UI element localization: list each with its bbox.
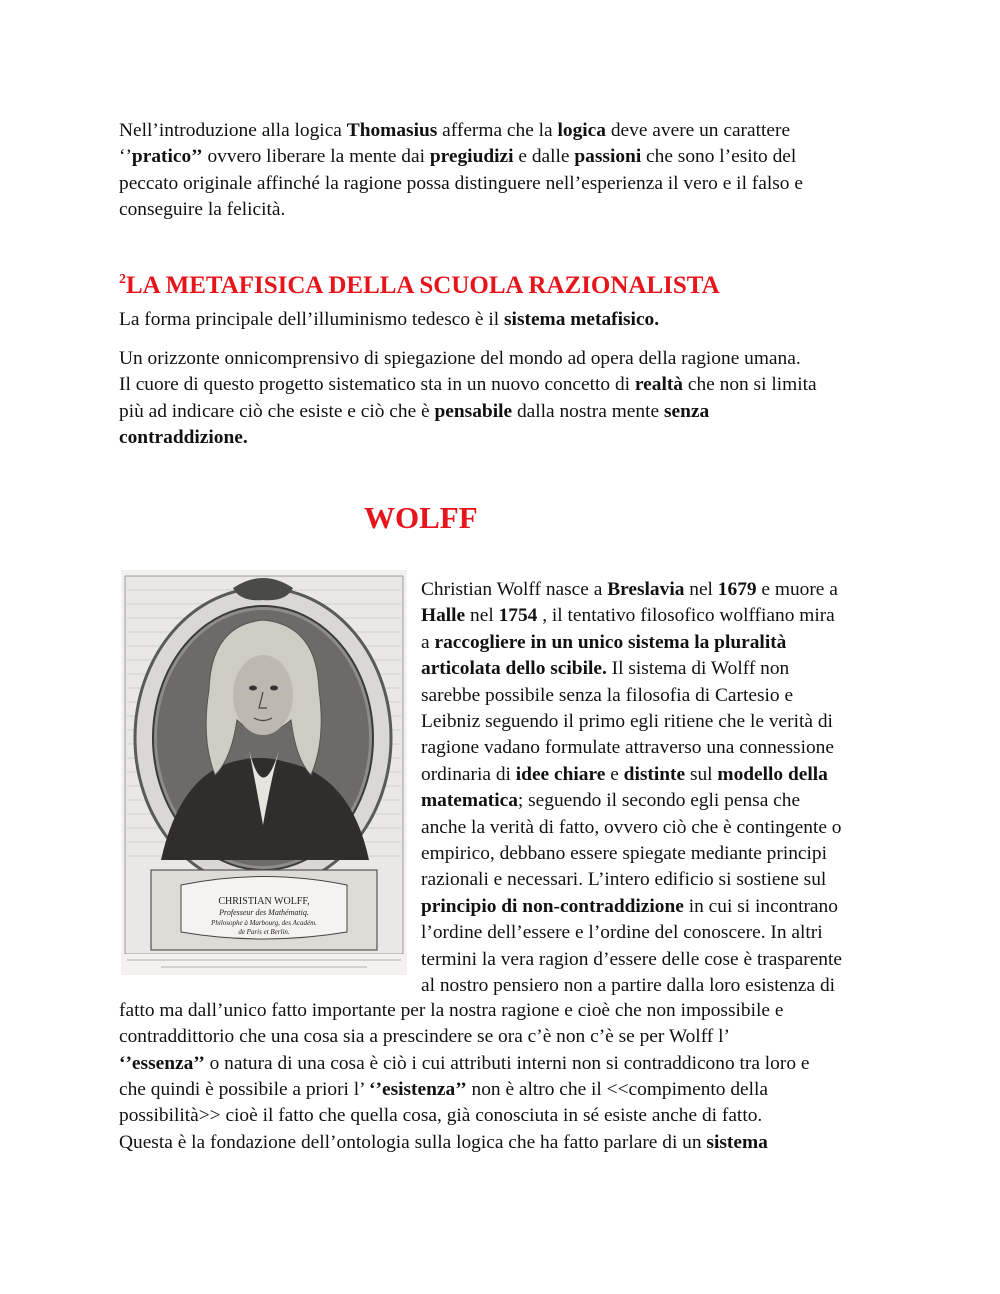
bold-run: pensabile	[434, 400, 513, 422]
bold-run: idee chiare	[515, 763, 606, 785]
text-run: a	[421, 631, 435, 653]
text-run: non è altro che il <<compimento della	[466, 1078, 769, 1100]
text-line	[421, 973, 835, 999]
text-line	[119, 425, 248, 451]
text-run: Un orizzonte onnicomprensivo di spiegazione del mondo ad opera della ragione umana.	[119, 348, 801, 369]
bold-run: Halle	[421, 605, 466, 627]
text-run: e dalle	[513, 146, 575, 168]
text-run: Christian Wolff nasce a	[421, 579, 608, 600]
bold-run: pratico’’	[131, 146, 203, 168]
bold-run: realtà	[634, 374, 684, 396]
text-line	[421, 867, 826, 893]
text-line	[421, 735, 834, 761]
text-line	[119, 346, 801, 372]
text-line	[119, 1024, 730, 1050]
text-run: e muore a	[756, 579, 838, 600]
footnote-marker: 2	[119, 272, 126, 287]
text-run: afferma che la	[437, 120, 558, 141]
bold-run: Breslavia	[607, 579, 685, 600]
plaque-line-3: Philosophe à Marbourg, des Académ.	[211, 919, 317, 927]
wolff-portrait-image	[121, 570, 407, 975]
text-line	[119, 1130, 768, 1156]
text-run: sul	[685, 763, 718, 785]
bold-run: ‘’essenza’’	[119, 1052, 205, 1074]
text-line	[421, 841, 827, 867]
text-run: contraddittorio che una cosa sia a prescindere se ora c’è non c’è se per Wolff l’	[119, 1026, 730, 1048]
bold-run: ‘’esistenza’’	[369, 1078, 467, 1100]
bold-run: Thomasius	[346, 120, 438, 141]
text-line	[421, 709, 833, 735]
text-line	[421, 788, 800, 814]
bold-run: distinte	[623, 763, 686, 785]
text-line	[421, 894, 838, 920]
bold-run: matematica	[421, 790, 518, 812]
bold-run: sistema	[706, 1131, 768, 1153]
text-run: Leibniz seguendo il primo egli ritiene che le verità di	[421, 711, 833, 732]
text-line	[119, 1051, 809, 1077]
bold-run: passioni	[574, 146, 642, 168]
text-run: che non si limita	[683, 374, 817, 396]
text-run: ; seguendo il secondo egli pensa che	[517, 790, 801, 812]
text-line	[119, 372, 817, 398]
text-line	[119, 307, 659, 333]
text-run: che sono l’esito del	[641, 146, 797, 168]
text-run: Il sistema di Wolff non	[606, 658, 790, 680]
text-run: La forma principale dell’illuminismo tedesco è il	[119, 309, 505, 330]
bold-run: 1679	[717, 579, 757, 600]
text-line	[119, 171, 803, 197]
bold-run: articolata dello scibile.	[421, 658, 607, 680]
text-line	[421, 920, 823, 946]
text-run: ovvero liberare la mente dai	[202, 146, 430, 168]
text-run: l’ordine dell’essere e l’ordine del conoscere. In altri	[421, 922, 823, 944]
text-run: che quindi è possibile a priori l’	[119, 1078, 370, 1100]
text-line	[421, 683, 793, 709]
text-run: al nostro pensiero non a partire dalla loro esistenza di	[421, 975, 836, 996]
text-line	[119, 399, 709, 425]
section-heading	[119, 272, 720, 300]
text-run: , il tentativo filosofico wolffiano mira	[537, 605, 835, 627]
text-run: razionali e necessari. L’intero edificio si sostiene sul	[421, 869, 827, 891]
text-line	[421, 603, 835, 629]
text-line	[119, 1103, 762, 1129]
bold-run: logica	[557, 120, 606, 141]
text-run: ‘’	[119, 146, 132, 168]
text-line	[119, 144, 796, 170]
text-run: empirico, debbano essere spiegate mediante principi	[421, 843, 827, 864]
text-run: e	[605, 763, 624, 785]
text-run: ragione vadano formulate attraverso una connessione	[421, 737, 834, 759]
text-run: Il cuore di questo progetto sistematico sta in un nuovo concetto di	[119, 374, 635, 396]
plaque-line-4: de Paris et Berlin.	[238, 928, 290, 936]
text-line	[421, 577, 838, 603]
text-run: in cui si incontrano	[683, 895, 838, 917]
text-run: nel	[465, 605, 499, 627]
bold-run: modello della	[717, 763, 828, 785]
engraved-portrait-icon	[121, 570, 407, 975]
text-run: o natura di una cosa è ciò i cui attributi interni non si contraddicono tra loro e	[204, 1052, 810, 1074]
text-line	[119, 998, 783, 1024]
text-line	[119, 1077, 768, 1103]
plaque-line-1: CHRISTIAN WOLFF,	[218, 896, 310, 907]
text-run: sarebbe possibile senza la filosofia di Cartesio e	[421, 684, 794, 706]
text-run: dalla nostra mente	[512, 400, 664, 422]
text-line	[421, 947, 842, 973]
bold-run: pregiudizi	[429, 146, 514, 168]
wolff-title: WOLFF	[364, 500, 478, 535]
text-run: Questa è la fondazione dell’ontologia sulla logica che ha fatto parlare di un	[119, 1131, 707, 1153]
text-run: conseguire la felicità.	[119, 198, 286, 220]
text-run: ordinaria di	[421, 763, 516, 785]
text-run: possibilità>> cioè il fatto che quella cosa, già conosciuta in sé esiste anche di fatto.	[119, 1105, 763, 1127]
bold-run: raccogliere in un unico sistema la pluralità	[434, 631, 787, 653]
bold-run: principio di non-contraddizione	[421, 895, 684, 917]
text-line	[119, 118, 790, 144]
text-line	[421, 762, 828, 788]
text-run: Nell’introduzione alla logica	[119, 120, 347, 141]
bold-run: sistema metafisico.	[504, 309, 660, 330]
text-line	[421, 815, 842, 841]
text-run: deve avere un carattere	[605, 120, 791, 141]
bold-run: contraddizione.	[119, 426, 248, 448]
text-line	[421, 656, 789, 682]
section-heading-text: LA METAFISICA DELLA SCUOLA RAZIONALISTA	[126, 272, 720, 299]
text-line	[119, 197, 285, 223]
text-run: termini la vera ragion d’essere delle cose è trasparente	[421, 948, 842, 970]
plaque-line-2: Professeur des Mathématiq.	[219, 908, 309, 917]
text-run: nel	[684, 579, 718, 600]
bold-run: 1754	[498, 605, 538, 627]
text-run: peccato originale affinché la ragione possa distinguere nell’esperienza il vero e il falso e	[119, 172, 803, 194]
text-run: fatto ma dall’unico fatto importante per la nostra ragione e cioè che non impossibile e	[119, 1000, 784, 1021]
text-run: più ad indicare ciò che esiste e ciò che è	[119, 400, 435, 422]
bold-run: senza	[663, 400, 710, 422]
text-line	[421, 630, 786, 656]
text-run: anche la verità di fatto, ovvero ciò che è contingente o	[421, 816, 842, 838]
